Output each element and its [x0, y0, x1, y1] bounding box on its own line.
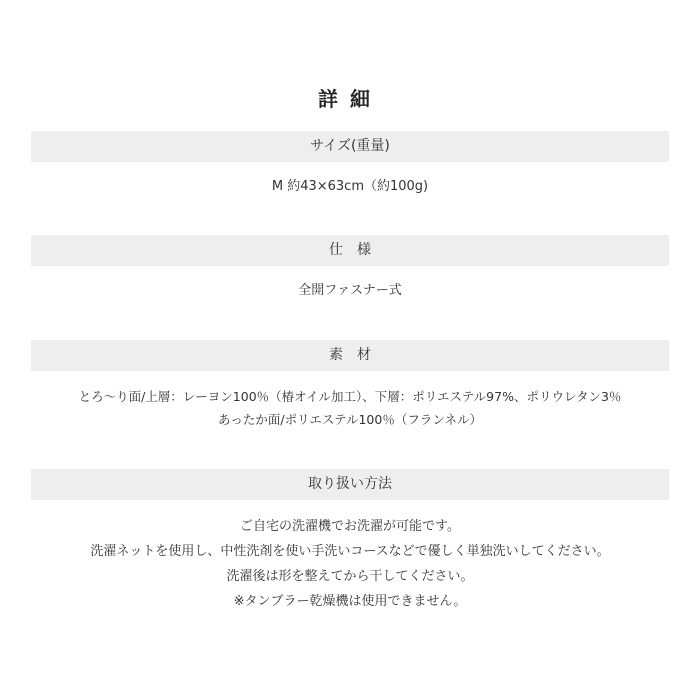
section-header-material [31, 340, 669, 371]
size-content [0, 177, 700, 197]
care-line: ご自宅の洗濯機でお洗濯が可能です。 [240, 519, 460, 534]
spec-line: 全開ファスナー式 [298, 283, 402, 298]
section-heading-material: 素材 [329, 347, 385, 363]
material-line: あったか面/ポリエステル100％（フランネル） [218, 412, 482, 427]
section-header-spec [31, 235, 669, 266]
section-header-size [31, 131, 669, 162]
page-title: 詳細 [318, 87, 382, 111]
material-line: とろ〜り面/上層：レーヨン100％（椿オイル加工）、下層：ポリエステル97%、ポリウレタン3％ [78, 389, 622, 404]
material-content [0, 385, 700, 431]
care-content [0, 514, 700, 614]
section-heading-size: サイズ(重量) [310, 138, 390, 154]
size-line: M 約43×63cm（約100g) [271, 179, 429, 194]
care-line: 洗濯後は形を整えてから干してください。 [226, 569, 474, 584]
section-heading-care: 取り扱い方法 [308, 476, 392, 492]
care-line: 洗濯ネットを使用し、中性洗剤を使い手洗いコースなどで優しく単独洗いしてください。 [90, 544, 610, 559]
spec-content [0, 281, 700, 301]
section-heading-spec: 仕様 [329, 242, 385, 258]
section-header-care [31, 469, 669, 500]
care-line: ※タンブラー乾燥機は使用できません。 [233, 594, 467, 609]
